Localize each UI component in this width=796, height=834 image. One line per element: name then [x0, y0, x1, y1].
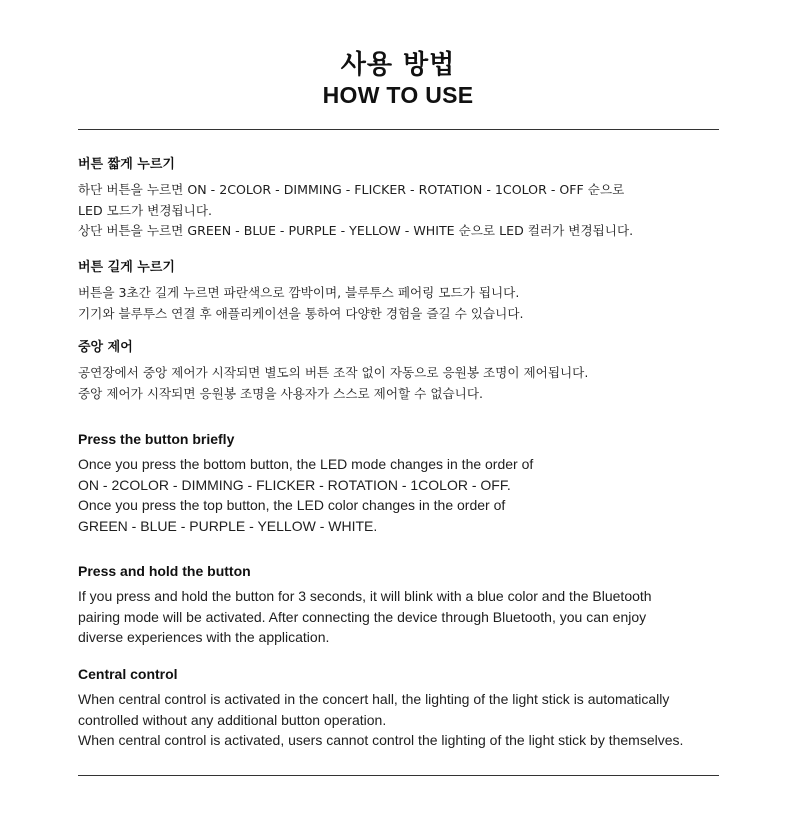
body-line: If you press and hold the button for 3 seconds, it will blink with a blue color and the Bluetooth [78, 588, 652, 604]
body-line: 공연장에서 중앙 제어가 시작되면 별도의 버튼 조작 없이 자동으로 응원봉 조명이 제어됩니다. [78, 365, 589, 380]
body-line: 버튼을 3초간 길게 누르면 파란색으로 깜박이며, 블루투스 페어링 모드가 됩니다. [78, 285, 520, 300]
body-line: Once you press the bottom button, the LED mode changes in the order of [78, 456, 534, 472]
page-title-korean: 사용 방법 [340, 50, 456, 80]
body-line: GREEN - BLUE - PURPLE - YELLOW - WHITE. [78, 518, 378, 535]
page-title-english: HOW TO USE [322, 82, 474, 108]
section-body [78, 689, 738, 751]
section-central-control-korean [78, 339, 738, 404]
section-long-press-english [78, 562, 738, 648]
top-divider [78, 129, 719, 130]
body-line: LED 모드가 변경됩니다. [78, 202, 213, 218]
body-line: controlled without any additional button operation. [78, 711, 387, 728]
section-body [78, 586, 738, 648]
section-short-press-english [78, 430, 738, 537]
section-central-control-english [78, 665, 738, 751]
body-line: Once you press the top button, the LED color changes in the order of [78, 497, 506, 514]
section-heading: Press and hold the button [78, 563, 251, 579]
section-heading: 버튼 길게 누르기 [78, 260, 175, 275]
section-body [78, 363, 738, 404]
section-body [78, 180, 738, 242]
body-line: 상단 버튼을 누르면 GREEN - BLUE - PURPLE - YELLOW - WHITE 순으로 LED 컬러가 변경됩니다. [78, 223, 634, 239]
section-body [78, 454, 738, 537]
section-body [78, 283, 738, 324]
body-line: ON - 2COLOR - DIMMING - FLICKER - ROTATION - 1COLOR - OFF. [78, 476, 511, 493]
bottom-divider [78, 775, 719, 776]
body-line: 중앙 제어가 시작되면 응원봉 조명을 사용자가 스스로 제어할 수 없습니다. [78, 385, 483, 401]
body-line: 하단 버튼을 누르면 ON - 2COLOR - DIMMING - FLICKER - ROTATION - 1COLOR - OFF 순으로 [78, 182, 625, 197]
section-heading: Central control [78, 666, 178, 682]
section-heading: 버튼 짧게 누르기 [78, 157, 175, 172]
body-line: When central control is activated, users cannot control the lighting of the light stick by themselves. [78, 732, 684, 749]
section-long-press-korean [78, 259, 738, 324]
body-line: 기기와 블루투스 연결 후 애플리케이션을 통하여 다양한 경험을 즐길 수 있습니다. [78, 305, 524, 321]
body-line: When central control is activated in the concert hall, the lighting of the light stick is automatically [78, 691, 670, 707]
section-heading: 중앙 제어 [78, 340, 133, 355]
body-line: pairing mode will be activated. After connecting the device through Bluetooth, you can enjoy [78, 608, 647, 625]
section-short-press-korean [78, 156, 738, 242]
section-heading: Press the button briefly [78, 431, 235, 447]
body-line: diverse experiences with the application. [78, 629, 330, 646]
